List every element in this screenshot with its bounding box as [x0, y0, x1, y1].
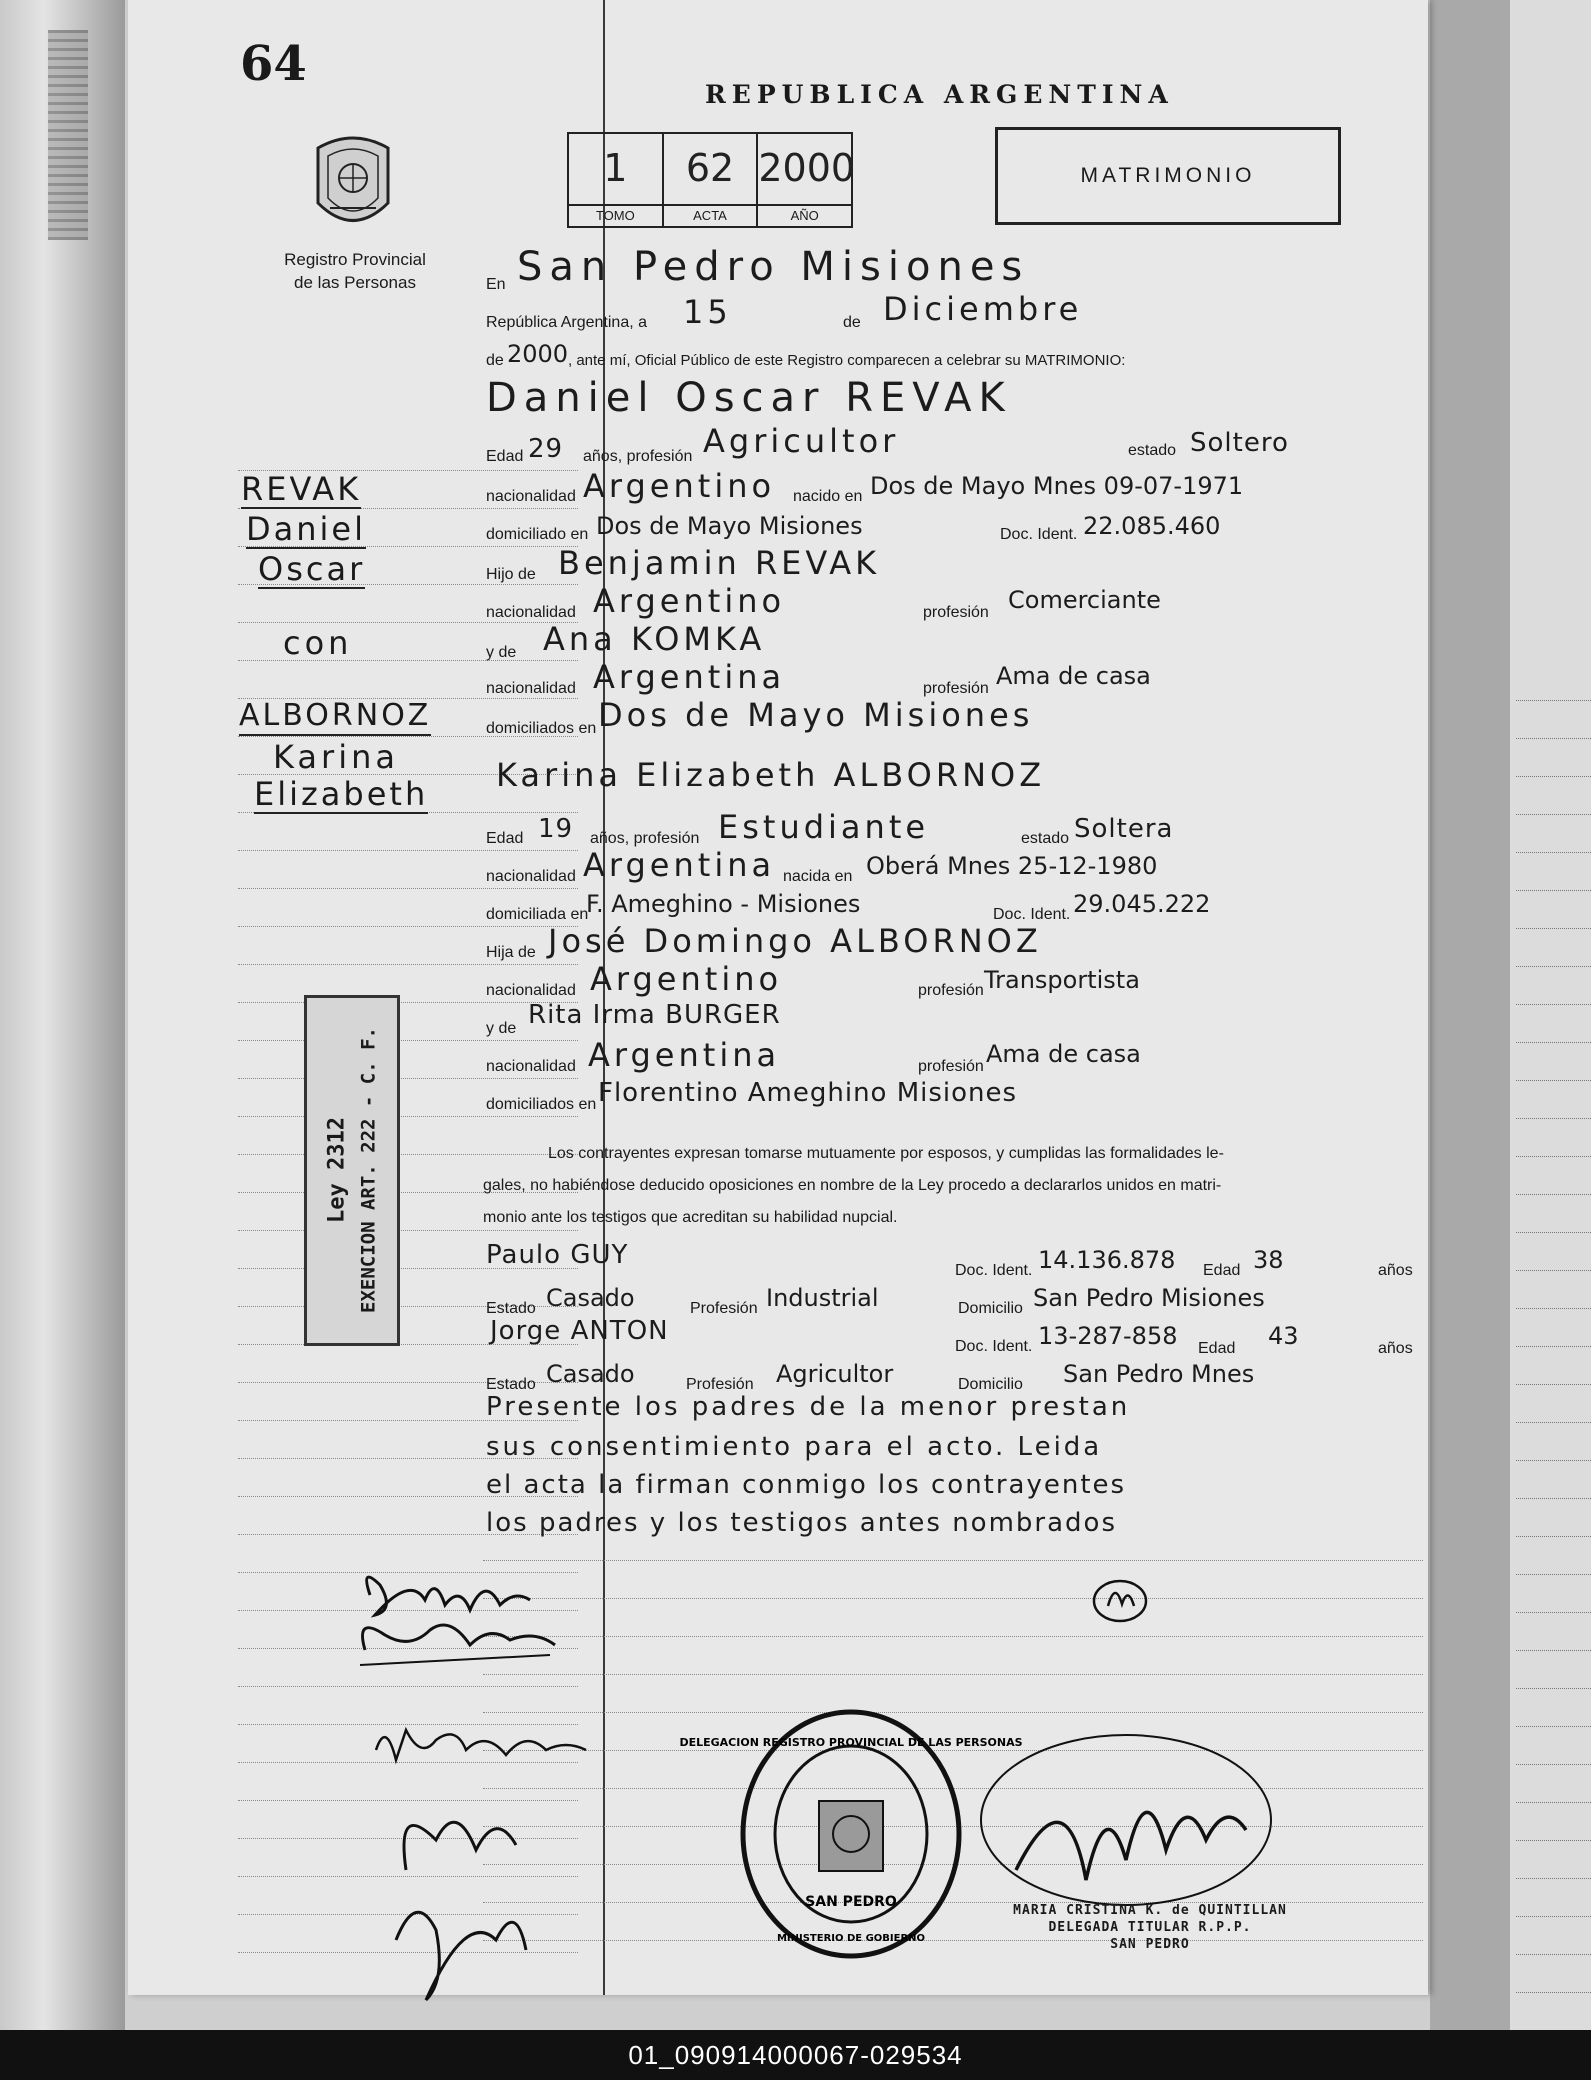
exemption-law: Ley 2312	[324, 1117, 350, 1223]
bride-nacida-label: nacida en	[783, 868, 853, 885]
page-gutter	[1430, 0, 1510, 2030]
groom-domicile: Dos de Mayo Misiones	[596, 512, 863, 540]
groom-father-profession: Comerciante	[1008, 586, 1161, 614]
declaration-line-3: monio ante los testigos que acreditan su habilidad nupcial.	[483, 1209, 898, 1226]
groom-signature	[350, 1555, 570, 1675]
groom-father-prof-label: profesión	[923, 604, 989, 621]
ruled-line	[238, 964, 578, 965]
groom-age: 29	[528, 434, 564, 464]
groom-father: Benjamin REVAK	[558, 544, 881, 582]
ruled-line	[1516, 1422, 1591, 1423]
stamp-outer-text: DELEGACION REGISTRO PROVINCIAL DE LAS PERSONAS	[679, 1736, 1023, 1749]
witness1-profession: Industrial	[766, 1284, 879, 1312]
record-type-box: MATRIMONIO	[995, 127, 1341, 225]
registrar-office: SAN PEDRO	[1110, 1937, 1190, 1952]
ruled-line	[1516, 890, 1591, 891]
bride-doc-label: Doc. Ident.	[993, 906, 1071, 923]
groom-mother: Ana KOMKA	[543, 620, 766, 658]
ano-label: AÑO	[758, 204, 851, 226]
ruled-line	[1516, 928, 1591, 929]
bride-father: José Domingo ALBORNOZ	[548, 922, 1042, 960]
bride-doc: 29.045.222	[1073, 890, 1211, 918]
groom-hijo-label: Hijo de	[486, 566, 536, 583]
witness2-doc-label: Doc. Ident.	[955, 1338, 1033, 1355]
margin-bride-name2: Elizabeth	[254, 775, 429, 813]
groom-profession: Agricultor	[703, 422, 900, 460]
margin-groom-name1: Daniel	[246, 510, 366, 548]
tomo-cell	[569, 134, 664, 226]
bride-mother-nat-label: nacionalidad	[486, 1058, 576, 1075]
witness2-profession: Agricultor	[776, 1360, 894, 1388]
ruled-line	[1516, 1232, 1591, 1233]
registry-name-line2: de las Personas	[294, 273, 416, 292]
witness1-civil-status: Casado	[546, 1284, 635, 1312]
acta-value: 62	[685, 146, 735, 190]
registrar-name: MARIA CRISTINA K. de QUINTILLAN	[1013, 1903, 1287, 1918]
groom-yde-label: y de	[486, 644, 517, 661]
bride-father-prof-label: profesión	[918, 982, 984, 999]
ruled-line	[1516, 1992, 1591, 1993]
witness1-domicile: San Pedro Misiones	[1033, 1284, 1265, 1312]
ruled-line	[1516, 1498, 1591, 1499]
witness1-name: Paulo GUY	[486, 1240, 629, 1270]
initials-mark	[1090, 1576, 1150, 1626]
field-place: San Pedro Misiones	[517, 244, 1030, 290]
groom-civil-status: Soltero	[1190, 428, 1289, 458]
ruled-line	[1516, 1688, 1591, 1689]
ano-cell	[758, 134, 856, 226]
ruled-line	[238, 926, 578, 927]
registrar-stamp	[1000, 1902, 1300, 1953]
ruled-line	[483, 1598, 1423, 1599]
margin-groom-name2: Oscar	[258, 550, 366, 588]
record-id-box	[567, 132, 856, 228]
binding-stitching	[48, 30, 88, 240]
groom-parents-domicile: Dos de Mayo Misiones	[598, 696, 1034, 734]
country-title: REPUBLICA ARGENTINA	[705, 80, 1174, 109]
stamp-ministry: MINISTERIO DE GOBIERNO	[776, 1933, 926, 1944]
field-day: 15	[683, 293, 732, 331]
ruled-line	[1516, 1878, 1591, 1879]
witness2-domicile: San Pedro Mnes	[1063, 1360, 1255, 1388]
bride-mother-nationality: Argentina	[588, 1036, 781, 1074]
ruled-line	[238, 850, 578, 851]
bride-nationality: Argentina	[583, 846, 776, 884]
ruled-line	[1516, 1270, 1591, 1271]
groom-nacionalidad-label: nacionalidad	[486, 488, 576, 505]
closing-note-line-4: los padres y los testigos antes nombrados	[486, 1508, 1117, 1538]
bride-parents-domicile: Florentino Ameghino Misiones	[598, 1078, 1018, 1108]
label-year-prefix: de	[486, 352, 504, 369]
witness1-edad-label: Edad	[1203, 1262, 1241, 1279]
witness2-name: Jorge ANTON	[490, 1316, 669, 1346]
bride-edad-label: Edad	[486, 830, 524, 847]
bride-hija-label: Hija de	[486, 944, 536, 961]
page-number: 64	[240, 36, 307, 92]
groom-mother-nationality: Argentina	[593, 658, 786, 696]
next-page-edge	[1510, 0, 1591, 2030]
groom-doc: 22.085.460	[1083, 512, 1221, 540]
label-republica: República Argentina, a	[486, 314, 647, 331]
witness2-age: 43	[1268, 1322, 1299, 1350]
groom-anos-label: años, profesión	[583, 448, 693, 465]
groom-father-nationality: Argentino	[593, 582, 786, 620]
ruled-line	[1516, 1346, 1591, 1347]
groom-nacido-label: nacido en	[793, 488, 863, 505]
witness2-doc: 13-287-858	[1038, 1322, 1178, 1350]
ruled-line	[1516, 776, 1591, 777]
registrar-signature	[976, 1730, 1286, 1930]
provincial-seal-icon	[308, 128, 398, 238]
groom-parents-dom-label: domiciliados en	[486, 720, 597, 737]
ruled-line	[1516, 1574, 1591, 1575]
groom-edad-label: Edad	[486, 448, 524, 465]
closing-note-line-1: Presente los padres de la menor prestan	[486, 1392, 1131, 1422]
intro-text: , ante mí, Oficial Público de este Registro comparecen a celebrar su MATRIMONIO:	[568, 352, 1126, 369]
witness1-anos-label: años	[1378, 1262, 1413, 1279]
witness1-profesion-label: Profesión	[690, 1300, 758, 1317]
ruled-line	[238, 1078, 578, 1079]
ano-value: 2000	[758, 146, 856, 190]
ruled-line	[1516, 1384, 1591, 1385]
bride-nacionalidad-label: nacionalidad	[486, 868, 576, 885]
ruled-line	[1516, 1194, 1591, 1195]
bride-age: 19	[538, 814, 574, 844]
ruled-line	[1516, 1118, 1591, 1119]
ruled-line	[1516, 1004, 1591, 1005]
bride-yde-label: y de	[486, 1020, 517, 1037]
parents-signatures	[366, 1720, 596, 2010]
witness2-anos-label: años	[1378, 1340, 1413, 1357]
registry-name-line1: Registro Provincial	[284, 250, 426, 269]
groom-mother-nat-label: nacionalidad	[486, 680, 576, 697]
ruled-line	[1516, 852, 1591, 853]
ruled-line	[238, 1116, 578, 1117]
ruled-line	[483, 1560, 1423, 1561]
groom-nationality: Argentino	[583, 467, 776, 505]
groom-mother-profession: Ama de casa	[996, 662, 1151, 690]
groom-birth: Dos de Mayo Mnes 09-07-1971	[870, 472, 1244, 500]
bride-father-nationality: Argentino	[590, 960, 783, 998]
bride-domicile: F. Ameghino - Misiones	[586, 890, 861, 918]
bride-full-name: Karina Elizabeth ALBORNOZ	[496, 756, 1046, 794]
witness2-estado-label: Estado	[486, 1376, 536, 1393]
ruled-line	[1516, 814, 1591, 815]
bride-profession: Estudiante	[718, 808, 930, 846]
label-de: de	[843, 314, 861, 331]
registrar-title: DELEGADA TITULAR R.P.P.	[1048, 1920, 1252, 1935]
ruled-line	[1516, 1308, 1591, 1309]
margin-con: con	[283, 624, 353, 662]
groom-full-name: Daniel Oscar REVAK	[486, 375, 1012, 421]
bride-mother-prof-label: profesión	[918, 1058, 984, 1075]
witness2-profesion-label: Profesión	[686, 1376, 754, 1393]
ruled-line	[1516, 1650, 1591, 1651]
registry-page	[128, 0, 1428, 1995]
official-oval-stamp	[679, 1706, 1023, 1961]
ruled-line	[1516, 1156, 1591, 1157]
label-en: En	[486, 276, 506, 293]
witness2-domicilio-label: Domicilio	[958, 1376, 1023, 1393]
exemption-article: EXENCION ART. 222 - C. F.	[357, 1027, 380, 1313]
bride-estado-label: estado	[1021, 830, 1070, 847]
ruled-line	[1516, 1916, 1591, 1917]
exemption-stamp	[304, 995, 400, 1346]
groom-estado-label: estado	[1128, 442, 1177, 459]
groom-domiciliado-label: domiciliado en	[486, 526, 589, 543]
bride-civil-status: Soltera	[1074, 814, 1174, 844]
field-year: 2000	[507, 340, 569, 368]
bride-parents-dom-label: domiciliados en	[486, 1096, 597, 1113]
ruled-line	[1516, 738, 1591, 739]
field-month: Diciembre	[883, 290, 1083, 328]
bride-father-nat-label: nacionalidad	[486, 982, 576, 999]
ruled-line	[1516, 700, 1591, 701]
ruled-line	[1516, 1954, 1591, 1955]
declaration-paragraph	[483, 1138, 1423, 1234]
ruled-line	[1516, 1080, 1591, 1081]
closing-note-line-3: el acta la firman conmigo los contrayentes	[486, 1470, 1127, 1500]
ruled-line	[1516, 1042, 1591, 1043]
book-binding	[0, 0, 125, 2030]
closing-note-line-2: sus consentimiento para el acto. Leida	[486, 1432, 1103, 1462]
image-caption: 01_090914000067-029534	[0, 2030, 1591, 2080]
bride-domiciliada-label: domiciliada en	[486, 906, 589, 923]
ruled-line	[483, 1636, 1423, 1637]
witness2-edad-label: Edad	[1198, 1340, 1236, 1357]
witness1-domicilio-label: Domicilio	[958, 1300, 1023, 1317]
stamp-town: SAN PEDRO	[805, 1894, 897, 1910]
witness1-age: 38	[1253, 1246, 1284, 1274]
declaration-line-2: gales, no habiéndose deducido oposiciones en nombre de la Ley procedo a declararlos unidos en matri-	[483, 1177, 1222, 1194]
tomo-value: 1	[603, 146, 628, 190]
ruled-line	[1516, 1536, 1591, 1537]
ruled-line	[238, 1040, 578, 1041]
ruled-line	[238, 1002, 578, 1003]
ruled-line	[483, 1674, 1423, 1675]
groom-doc-label: Doc. Ident.	[1000, 526, 1078, 543]
ruled-line	[238, 1686, 578, 1687]
acta-cell	[664, 134, 759, 226]
bride-mother: Rita Irma BURGER	[528, 1000, 781, 1030]
margin-bride-surname: ALBORNOZ	[239, 698, 431, 736]
margin-bride-name1: Karina	[273, 738, 399, 776]
declaration-line-1: Los contrayentes expresan tomarse mutuamente por esposos, y cumplidas las formalidades le-	[548, 1145, 1224, 1162]
bride-anos-label: años, profesión	[590, 830, 700, 847]
bride-father-profession: Transportista	[984, 966, 1140, 994]
witness1-doc: 14.136.878	[1038, 1246, 1176, 1274]
ruled-line	[1516, 1840, 1591, 1841]
bride-birth: Oberá Mnes 25-12-1980	[866, 852, 1158, 880]
margin-groom-surname: REVAK	[241, 470, 362, 508]
groom-mother-prof-label: profesión	[923, 680, 989, 697]
tomo-label: TOMO	[569, 204, 662, 226]
ruled-line	[1516, 1460, 1591, 1461]
bride-mother-profession: Ama de casa	[986, 1040, 1141, 1068]
registry-name	[255, 248, 455, 294]
ruled-line	[1516, 1802, 1591, 1803]
ruled-line	[238, 622, 578, 623]
ruled-line	[1516, 966, 1591, 967]
witness2-civil-status: Casado	[546, 1360, 635, 1388]
ruled-line	[1516, 1764, 1591, 1765]
acta-label: ACTA	[664, 204, 757, 226]
groom-father-nat-label: nacionalidad	[486, 604, 576, 621]
witness1-doc-label: Doc. Ident.	[955, 1262, 1033, 1279]
witness1-estado-label: Estado	[486, 1300, 536, 1317]
ruled-line	[1516, 1612, 1591, 1613]
ruled-line	[238, 888, 578, 889]
ruled-line	[1516, 1726, 1591, 1727]
